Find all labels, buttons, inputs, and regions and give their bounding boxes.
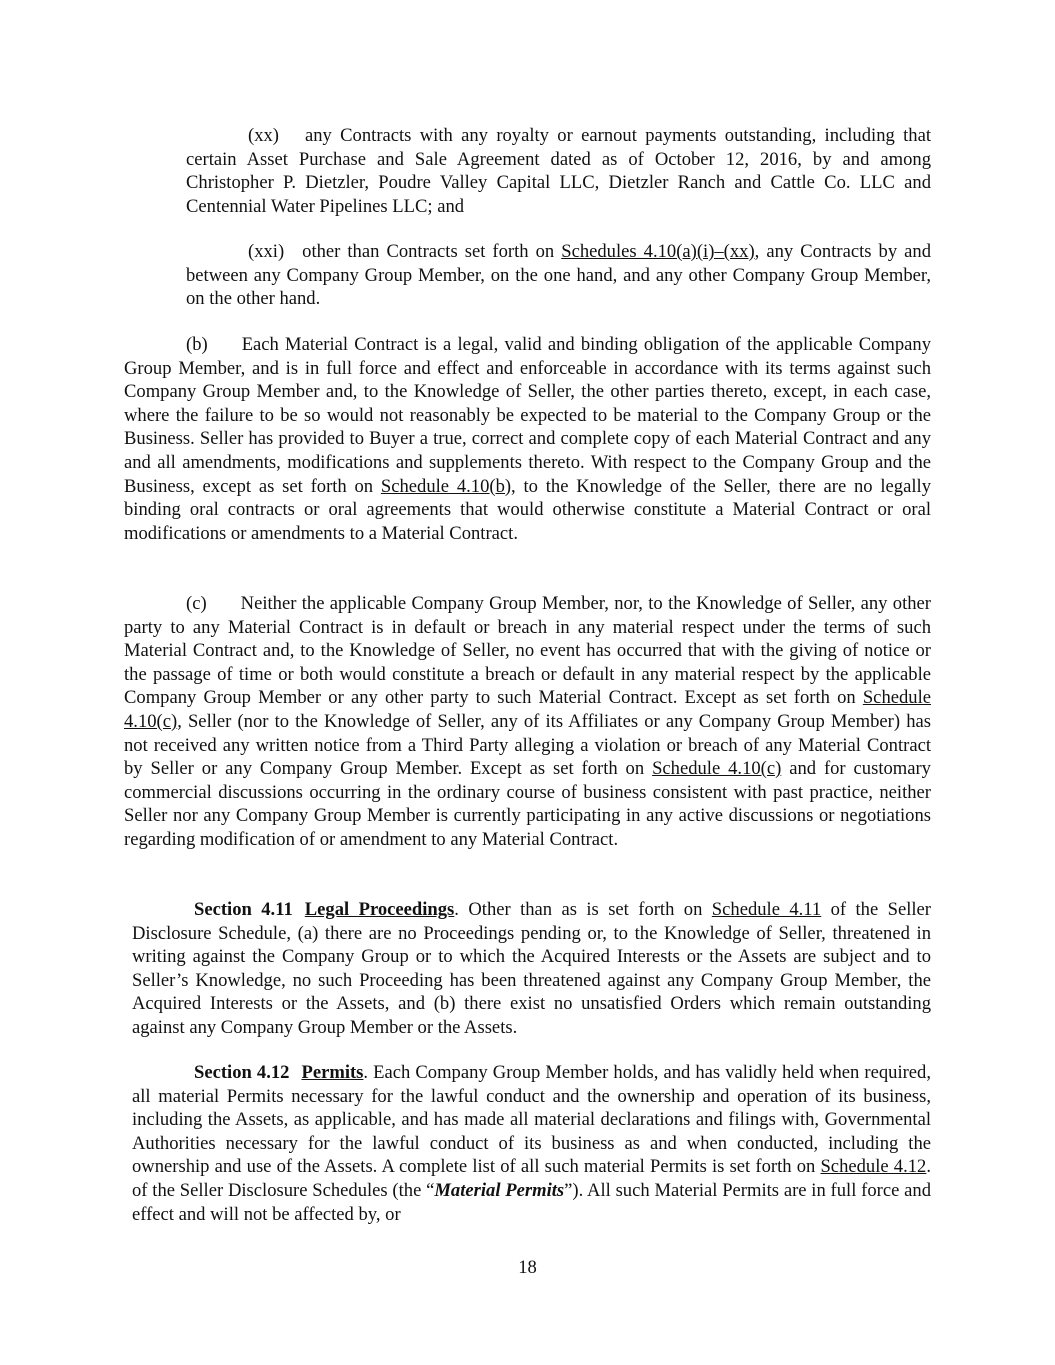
schedule-reference: Schedule 4.10(c) [652,758,782,780]
schedule-reference: Schedules 4.10(a)(i)–(xx) [561,241,755,262]
clause-number: (xx) [248,125,279,146]
paragraph-c: (c) Neither the applicable Company Group Member, nor, to the Knowledge of Seller, any other party to any Material Contract is in default or breach in any material respect under the terms of such Material Contract and, to the Knowledge of Seller, no event has occurred that with the giving of notice or the passage of time or both would constitute a breach or default in any material respect by the applicable Company Group Member or any other party to such Material Contract. Except as set forth on Schedule 4.10(c), Seller (nor to the Knowledge of Seller, any of its Affiliates or any Company Group Member) has not received any written notice from a Third Party alleging a violation or breach of any Material Contract by Seller or any Company Group Member. Except as set forth on Schedule 4.10(c) and for customary commercial discussions occurring in the ordinary course of business consistent with past practice, neither Seller nor any Company Group Member is currently participating in any active discussions or negotiations regarding modification of or amendment to any Material Contract. [124,593,931,850]
section-title: Permits [301,1062,364,1083]
clause-number: (xxi) [248,241,285,262]
paragraph-number: (c) [186,593,207,614]
section-label: Section 4.11 [194,899,293,920]
clause-xx [186,124,931,218]
defined-term: Material Permits [434,1179,565,1201]
section-4-11: Section 4.11 Legal Proceedings. Other than as is set forth on Schedule 4.11 of the Seller Disclosure Schedule, (a) there are no Proceedings pending or, to the Knowledge of Seller, threatened in writing against the Company Group or to which the Acquired Interests or the Assets are subject and to Seller’s Knowledge, no such Proceeding has been threatened against any Company Group Member, the Acquired Interests or the Assets, and (b) there exist no unsatisfied Orders which remain outstanding against any Company Group Member or the Assets. [132,899,931,1038]
clause-text: any Contracts with any royalty or earnout payments outstanding, including that certain Asset Purchase and Sale Agreement dated as of October 12, 2016, by and among Christopher P. Dietzler, Poudre Valley Capital LLC, Dietzler Ranch and Cattle Co. LLC and Centennial Water Pipelines LLC; and [186,125,931,217]
page-number: 18 [518,1257,537,1278]
schedule-reference: Schedule 4.10(c) [124,687,931,732]
clause-xxi: (xxi) other than Contracts set forth on Schedules 4.10(a)(i)–(xx), any Contracts by and between any Company Group Member, on the one hand, and any other Company Group Member, on the other hand. [186,241,932,310]
schedule-reference: Schedule 4.10(b), [380,475,516,497]
section-label: Section 4.12 [194,1062,290,1083]
paragraph-number: (b) [186,334,208,355]
section-4-12: Section 4.12 Permits. Each Company Group Member holds, and has validly held when required, all material Permits necessary for the lawful conduct and the ownership and operation of its business, including the Assets, as applicable, and has made all material declarations and filings with, Governmental Authorities necessary for the lawful conduct of its business as and when conducted, including the ownership and use of the Assets. A complete list of all such material Permits is set forth on Schedule 4.12. of the Seller Disclosure Schedules (the “Material Permits”). All such Material Permits are in full force and effect and will not be affected by, or [132,1062,932,1225]
paragraph-b: (b) Each Material Contract is a legal, valid and binding obligation of the applicable Company Group Member, and is in full force and effect and enforceable in accordance with its terms against such Company Group Member and, to the Knowledge of Seller, the other parties thereto, except, in each case, where the failure to be so would not reasonably be expected to be material to the Company Group or the Business. Seller has provided to Buyer a true, correct and complete copy of each Material Contract and any and all amendments, modifications and supplements thereto. With respect to the Company Group and the Business, except as set forth on Schedule 4.10(b), to the Knowledge of the Seller, there are no legally binding oral contracts or oral agreements that would otherwise constitute a Material Contract or oral modifications or amendments to a Material Contract. [124,334,931,544]
section-title: Legal Proceedings [304,899,455,920]
schedule-reference: Schedule 4.11 [711,899,822,920]
schedule-reference: Schedule 4.12 [820,1156,927,1178]
